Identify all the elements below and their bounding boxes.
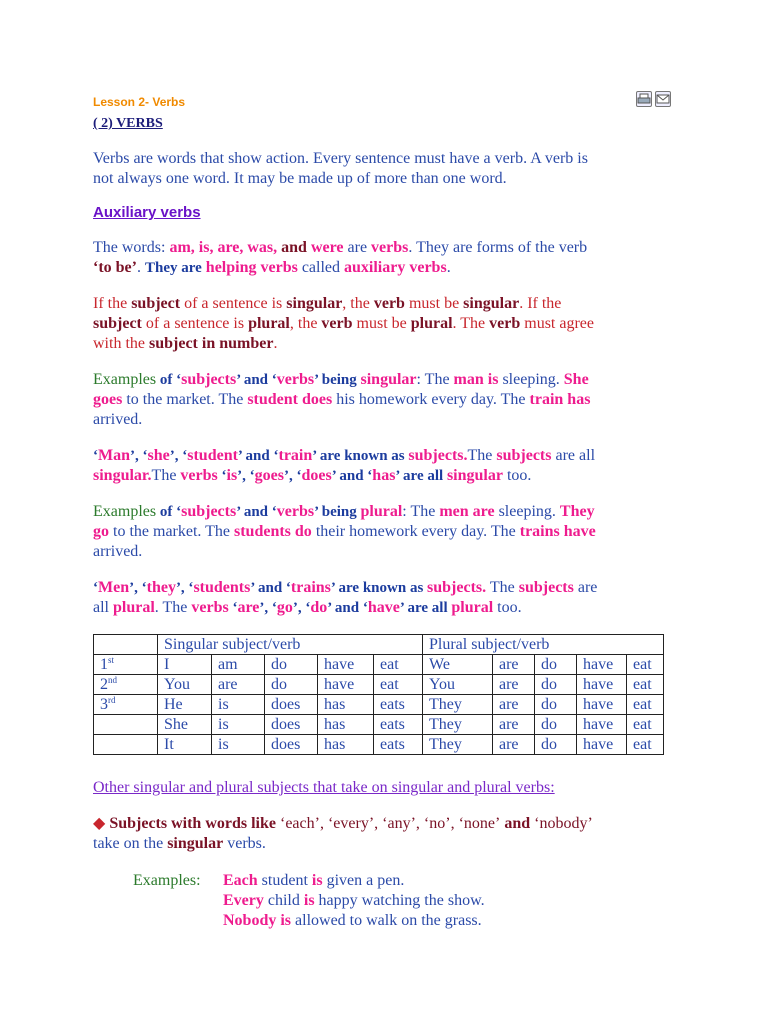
table-row (94, 675, 664, 695)
page-title: ( 2) VERBS (93, 116, 163, 131)
table-cell: eat (627, 715, 664, 735)
table-cell: They (423, 735, 493, 755)
print-icon[interactable] (636, 91, 652, 107)
table-cell: He (158, 695, 212, 715)
table-cell: do (535, 715, 577, 735)
example-line-1: Each student is given a pen. (223, 872, 405, 889)
table-cell: are (212, 675, 265, 695)
table-cell: are (493, 675, 535, 695)
table-cell: has (318, 715, 374, 735)
auxiliary-heading: Auxiliary verbs (93, 204, 201, 221)
table-cell: does (265, 695, 318, 715)
person-cell (94, 735, 158, 755)
table-cell: is (212, 735, 265, 755)
table-cell: eat (627, 675, 664, 695)
table-cell: do (265, 675, 318, 695)
table-cell: have (318, 655, 374, 675)
table-cell: is (212, 715, 265, 735)
table-cell: have (577, 715, 627, 735)
intro-paragraph: Verbs are words that show action. Every sentence must have a verb. A verb is not always one word. It may be made up of more than one word. (93, 150, 588, 187)
table-cell: You (158, 675, 212, 695)
paragraph-agreement: If the subject of a sentence is singular, the verb must be singular. If the subject of a sentence is plural, the verb must be plural. The verb must agree with the subject in number. (93, 295, 594, 352)
table-cell: They (423, 695, 493, 715)
table-cell: has (318, 695, 374, 715)
table-cell: has (318, 735, 374, 755)
table-cell: have (577, 655, 627, 675)
person-cell: 3rd (94, 695, 158, 715)
table-cell: eats (374, 695, 423, 715)
table-cell: She (158, 715, 212, 735)
rule-paragraph: ◆ Subjects with words like ‘each’, ‘every’, ‘any’, ‘no’, ‘none’ and ‘nobody’ take on the singular verbs. (93, 815, 593, 852)
table-cell: I (158, 655, 212, 675)
table-cell: eat (627, 695, 664, 715)
table-cell: does (265, 735, 318, 755)
table-cell: do (535, 655, 577, 675)
table-cell: We (423, 655, 493, 675)
example-line-3: Nobody is allowed to walk on the grass. (223, 912, 482, 929)
singular-header: Singular subject/verb (158, 635, 423, 655)
table-cell: eat (627, 735, 664, 755)
table-header-row (94, 635, 664, 655)
table-cell: eats (374, 715, 423, 735)
table-cell: have (577, 675, 627, 695)
table-cell: are (493, 735, 535, 755)
table-cell: have (318, 675, 374, 695)
table-cell: do (535, 675, 577, 695)
table-cell: eat (627, 655, 664, 675)
paragraph-to-be: The words: am, is, are, was, and were are verbs. They are forms of the verb ‘to be’. They are helping verbs called auxiliary verbs. (93, 239, 588, 276)
person-cell: 1st (94, 655, 158, 675)
table-cell: are (493, 715, 535, 735)
conjugation-table (93, 634, 664, 755)
table-row (94, 655, 664, 675)
table-cell: do (535, 695, 577, 715)
table-cell: am (212, 655, 265, 675)
table-cell: are (493, 695, 535, 715)
table-cell: eats (374, 735, 423, 755)
table-cell: do (535, 735, 577, 755)
person-cell (94, 715, 158, 735)
table-cell: do (265, 655, 318, 675)
table-cell: does (265, 715, 318, 735)
person-cell: 2nd (94, 675, 158, 695)
table-cell: eat (374, 655, 423, 675)
table-cell: You (423, 675, 493, 695)
toolbar (636, 91, 671, 107)
example-line-2: Every child is happy watching the show. (223, 892, 485, 909)
email-icon[interactable] (655, 91, 671, 107)
table-cell: It (158, 735, 212, 755)
other-subjects-heading: Other singular and plural subjects that take on singular and plural verbs: (93, 779, 555, 796)
table-cell: are (493, 655, 535, 675)
table-cell: is (212, 695, 265, 715)
table-cell: eat (374, 675, 423, 695)
table-row (94, 695, 664, 715)
table-cell: have (577, 735, 627, 755)
plural-header: Plural subject/verb (423, 635, 664, 655)
examples-label: Examples: (133, 872, 201, 889)
paragraph-singular-summary: ‘Man’, ‘she’, ‘student’ and ‘train’ are known as subjects.The subjects are all singular.The verbs ‘is’, ‘goes’, ‘does’ and ‘has’ are all singular too. (93, 447, 596, 484)
table-row (94, 735, 664, 755)
bullet-icon: ◆ (93, 815, 106, 832)
lesson-label: Lesson 2- Verbs (93, 95, 186, 109)
paragraph-singular-examples: Examples of ‘subjects’ and ‘verbs’ being singular: The man is sleeping. She goes to the market. The student does his homework every day. The train has arrived. (93, 371, 591, 428)
table-cell: have (577, 695, 627, 715)
table-cell: They (423, 715, 493, 735)
paragraph-plural-summary: ‘Men’, ‘they’, ‘students’ and ‘trains’ are known as subjects. The subjects are all plural. The verbs ‘are’, ‘go’, ‘do’ and ‘have’ are all plural too. (93, 579, 598, 616)
paragraph-plural-examples: Examples of ‘subjects’ and ‘verbs’ being plural: The men are sleeping. They go to the market. The students do their homework every day. The trains have arrived. (93, 503, 596, 560)
table-row (94, 715, 664, 735)
